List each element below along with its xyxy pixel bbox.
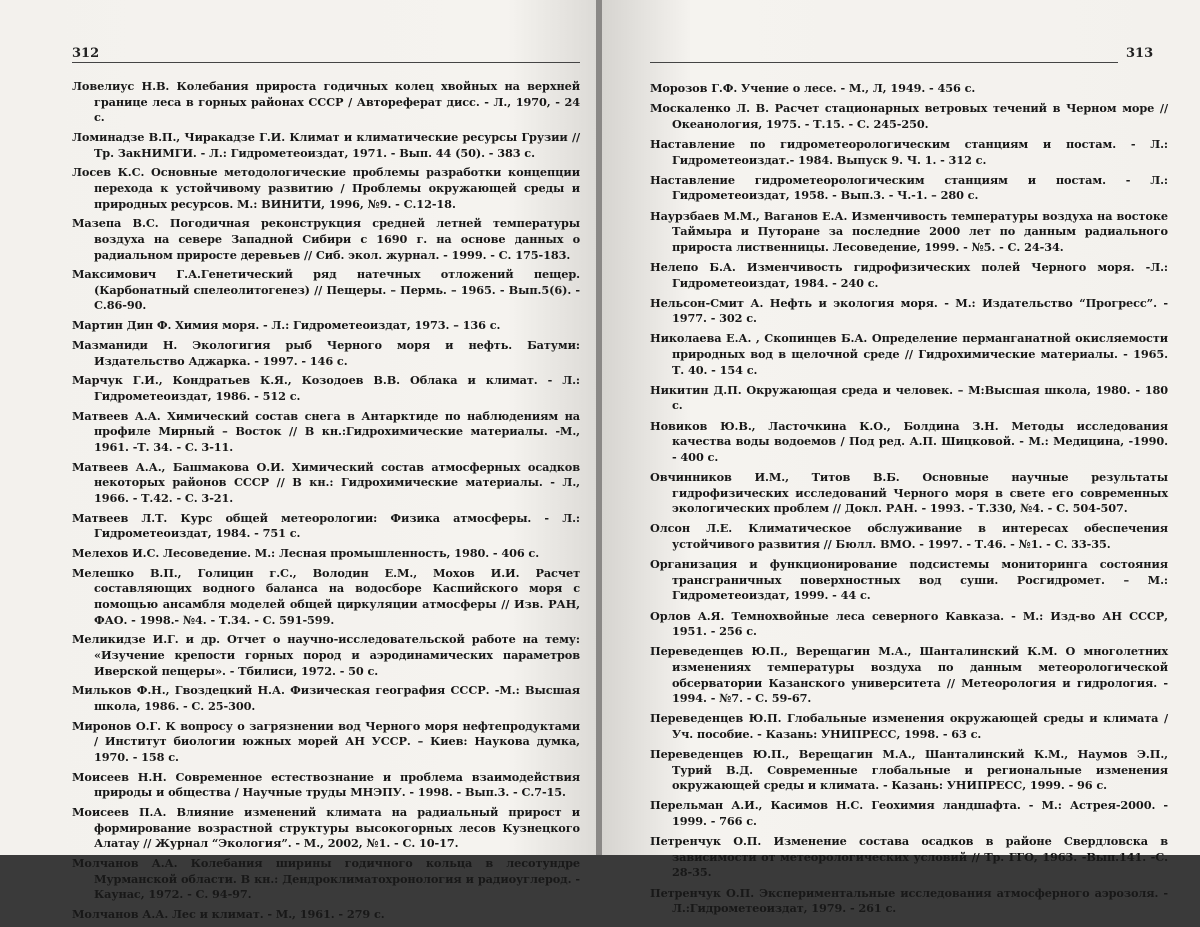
bibliography-list — [650, 81, 1168, 921]
bibliography-entry: Переведенцев Ю.П. Глобальные изменения окружающей среды и климата / Уч. пособие. - Казань: УНИПРЕСС, 1998. - 63 с. — [650, 711, 1168, 741]
header-rule — [650, 62, 1118, 63]
bibliography-list — [72, 79, 580, 927]
bibliography-entry: Переведенцев Ю.П., Верещагин М.А., Шанталинский К.М. О многолетних изменениях температуры воздуха по данным метеорологической обсерватории Казанского университета // Метеорология и гидрология. - 1994. - №7. - С. 59-67. — [650, 644, 1168, 706]
bibliography-entry: Мелехов И.С. Лесоведение. М.: Лесная промышленность, 1980. - 406 с. — [72, 546, 540, 561]
bibliography-entry: Мазманиди Н. Экологигия рыб Черного моря и нефть. Батуми: Издательство Аджарка. - 1997. - 146 с. — [72, 338, 580, 368]
page-number: 312 — [72, 46, 100, 61]
bibliography-entry: Ловелиус Н.В. Колебания прироста годичных колец хвойных на верхней границе леса в горных районах СССР / Автореферат дисс. - Л., 1970, - 24 с. — [72, 79, 580, 125]
bibliography-entry: Наставление гидрометеорологическим станциям и постам. - Л.: Гидрометеоиздат, 1958. - Вып.3. - Ч.-1. – 280 с. — [650, 172, 1168, 203]
bibliography-entry: Николаева Е.А. , Скопинцев Б.А. Определение перманганатной окисляемости природных вод в щелочной среде // Гидрохимические материалы. - 1965. Т. 40. - 154 с. — [650, 331, 1168, 377]
bibliography-entry: Перельман А.И., Касимов Н.С. Геохимия ландшафта. - М.: Астрея-2000. - 1999. - 766 с. — [650, 798, 1168, 829]
bibliography-entry: Молчанов А.А. Лес и климат. - М., 1961. - 279 с. — [72, 907, 385, 922]
bibliography-entry: Моисеев П.А. Влияние изменений климата на радиальный прирост и формирование возрастной структуры высокогорных лесов Кузнецкого Алатау // Журнал “Экология”. - М., 2002, №1. - С. 10-17. — [72, 805, 580, 851]
bibliography-entry: Мартин Дин Ф. Химия моря. - Л.: Гидрометеоиздат, 1973. – 136 с. — [72, 318, 501, 333]
page-number: 313 — [1126, 46, 1154, 61]
bibliography-entry: Олсон Л.Е. Климатическое обслуживание в интересах обеспечения устойчивого развития // Бюлл. ВМО. - 1997. - Т.46. - №1. - С. 33-35. — [650, 521, 1168, 551]
bibliography-entry: Петренчук О.П. Изменение состава осадков в районе Свердловска в зависимости от метеорологических условий // Тр. ГГО, 1963. -Вып.141. -С. 28-35. — [650, 834, 1168, 880]
bibliography-entry: Нельсон-Смит А. Нефть и экология моря. - М.: Издательство “Прогресс”. - 1977. - 302 с. — [650, 295, 1168, 326]
bibliography-entry: Мазепа В.С. Погодичная реконструкция средней летней температуры воздуха на севере Западной Сибири с 1690 г. на основе данных о радиальном приросте деревьев // Сиб. экол. журнал. - 1999. - С. 175-183. — [72, 216, 580, 262]
bibliography-entry: Матвеев А.А. Химический состав снега в Антарктиде по наблюдениям на профиле Мирный – Восток // В кн.:Гидрохимические материалы. -М., 1961. -Т. 34. - С. 3-11. — [72, 408, 580, 454]
bibliography-entry: Миронов О.Г. К вопросу о загрязнении вод Черного моря нефтепродуктами / Институт биологии южных морей АН УССР. – Киев: Наукова думка, 1970. - 158 с. — [72, 718, 580, 764]
bibliography-entry: Орлов А.Я. Темнохвойные леса северного Кавказа. - М.: Изд-во АН СССР, 1951. - 256 с. — [650, 608, 1168, 639]
bibliography-entry: Меликидзе И.Г. и др. Отчет о научно-исследовательской работе на тему: «Изучение крепости горных пород и аэродинамических параметров Иверской пещеры». - Тбилиси, 1972. - 50 с. — [72, 632, 580, 678]
bibliography-entry: Молчанов А.А. Колебания ширины годичного кольца в лесотундре Мурманской области. В кн.: Дендроклиматохронология и радиоуглерод. - Каунас, 1972. - С. 94-97. — [72, 856, 580, 902]
bibliography-entry: Организация и функционирование подсистемы мониторинга состояния трансграничных поверхностных вод суши. Росгидромет. – М.: Гидрометеоиздат, 1999. - 44 с. — [650, 557, 1168, 603]
bibliography-entry: Никитин Д.П. Окружающая среда и человек. – М:Высшая школа, 1980. - 180 с. — [650, 382, 1168, 413]
bibliography-entry: Матвеев А.А., Башмакова О.И. Химический состав атмосферных осадков некоторых районов СССР // В кн.: Гидрохимические материалы. - Л., 1966. - Т.42. - С. 3-21. — [72, 459, 580, 505]
bibliography-entry: Мильков Ф.Н., Гвоздецкий Н.А. Физическая география СССР. -М.: Высшая школа, 1986. - С. 25-300. — [72, 683, 580, 713]
bibliography-entry: Максимович Г.А.Генетический ряд натечных отложений пещер. (Карбонатный спелеолитогенез) // Пещеры. – Пермь. – 1965. - Вып.5(6). - С.86-90. — [72, 267, 580, 313]
bibliography-entry: Лосев К.С. Основные методологические проблемы разработки концепции перехода к устойчивому развитию / Проблемы окружающей среды и природных ресурсов. М.: ВИНИТИ, 1996, №9. - С.12-18. — [72, 165, 580, 211]
bibliography-entry: Петренчук О.П. Экспериментальные исследования атмосферного аэрозоля. - Л.:Гидрометеоиздат, 1979. - 261 с. — [650, 885, 1168, 916]
right-page — [602, 0, 1200, 916]
bibliography-entry: Переведенцев Ю.П., Верещагин М.А., Шанталинский К.М., Наумов Э.П., Турий В.Д. Современные глобальные и региональные изменения окружающей среды и климата. - Казань: УНИПРЕСС, 1999. - 96 с. — [650, 747, 1168, 793]
bibliography-entry: Мелешко В.П., Голицин г.С., Володин Е.М., Мохов И.И. Расчет составляющих водного баланса на водосборе Каспийского моря с помощью ансамбля моделей общей циркуляции атмосферы // Изв. РАН, ФАО. - 1998.- №4. - Т.34. - С. 591-599. — [72, 565, 580, 627]
bibliography-entry: Моисеев Н.Н. Современное естествознание и проблема взаимодействия природы и общества / Научные труды МНЭПУ. - 1998. - Вып.3. - С.7-15. — [72, 769, 580, 800]
bibliography-entry: Новиков Ю.В., Ласточкина К.О., Болдина З.Н. Методы исследования качества воды водоемов / Под ред. А.П. Шицковой. - М.: Медицина, -1990. - 400 с. — [650, 418, 1168, 464]
bibliography-entry: Матвеев Л.Т. Курс общей метеорологии: Физика атмосферы. - Л.: Гидрометеоиздат, 1984. - 751 с. — [72, 510, 580, 541]
bibliography-entry: Марчук Г.И., Кондратьев К.Я., Козодоев В.В. Облака и климат. - Л.: Гидрометеоиздат, 1986. - 512 с. — [72, 373, 580, 403]
bibliography-entry: Овчинников И.М., Титов В.Б. Основные научные результаты гидрофизических исследований Черного моря в свете его современных экологических проблем // Докл. РАН. - 1993. - Т.330, №4. - С. 504-507. — [650, 470, 1168, 516]
bibliography-entry: Наурзбаев М.М., Ваганов Е.А. Изменчивость температуры воздуха на востоке Таймыра и Путоране за последние 2000 лет по данным радиального прироста лиственницы. Лесоведение, 1999. - №5. - С. 24-34. — [650, 208, 1168, 254]
header-rule — [72, 62, 580, 63]
bibliography-entry: Ломинадзе В.П., Чиракадзе Г.И. Климат и климатические ресурсы Грузии // Тр. ЗакНИМГИ. - Л.: Гидрометеоиздат, 1971. - Вып. 44 (50). - 383 с. — [72, 129, 580, 160]
left-page — [0, 0, 598, 922]
bibliography-entry: Нелепо Б.А. Изменчивость гидрофизических полей Черного моря. -Л.: Гидрометеоиздат, 1984. - 240 с. — [650, 259, 1168, 290]
bibliography-entry: Москаленко Л. В. Расчет стационарных ветровых течений в Черном море // Океанология, 1975. - Т.15. - С. 245-250. — [650, 101, 1168, 131]
bibliography-entry: Морозов Г.Ф. Учение о лесе. - М., Л, 1949. - 456 с. — [650, 81, 976, 95]
bibliography-entry: Наставление по гидрометеорологическим станциям и постам. - Л.: Гидрометеоиздат.- 1984. Выпуск 9. Ч. 1. - 312 с. — [650, 136, 1168, 167]
